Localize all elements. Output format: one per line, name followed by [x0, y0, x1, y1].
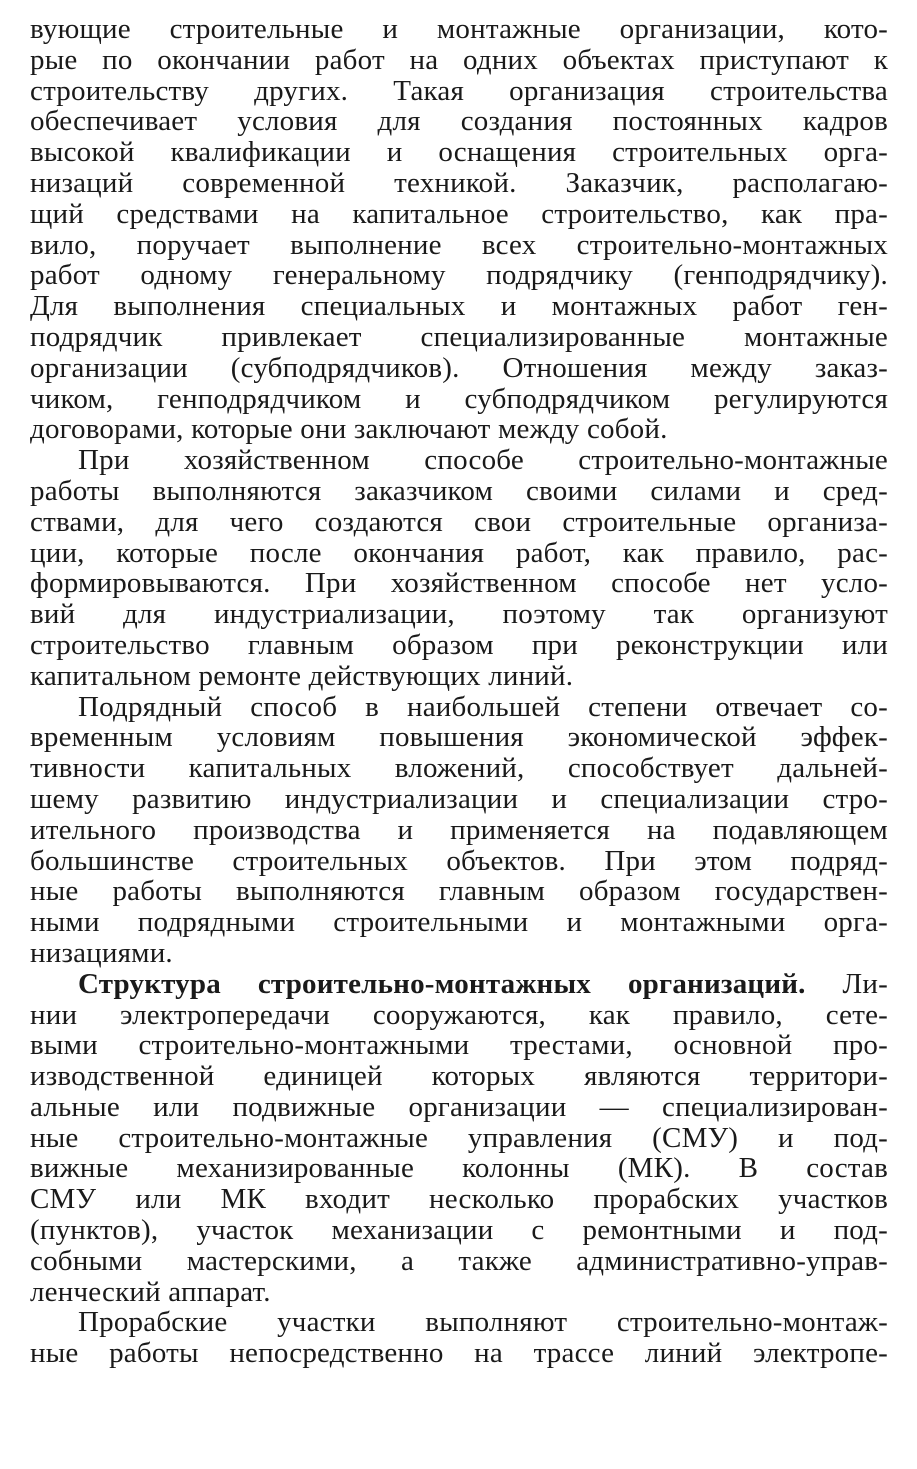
- text-line: [30, 1184, 888, 1215]
- text-line: [30, 1153, 888, 1184]
- line-text: ные работы выполняются главным образом государствен-: [30, 876, 888, 908]
- line-text: строительство главным образом при реконструкции или: [30, 629, 888, 661]
- text-line: [30, 1030, 888, 1061]
- line-text: ции, которые после окончания работ, как правило, рас-: [30, 537, 888, 569]
- text-line: [30, 815, 888, 846]
- paragraph-p2: [30, 445, 888, 691]
- line-text: ствами, для чего создаются свои строительные организа-: [30, 506, 888, 538]
- line-text: ными подрядными строительными и монтажными орга-: [30, 907, 888, 938]
- text-line: [30, 106, 888, 137]
- text-line: [30, 384, 888, 415]
- text-line: [30, 568, 888, 599]
- line-text: изводственной единицей которых являются территори-: [30, 1061, 888, 1092]
- text-line: [30, 876, 888, 907]
- line-text: рые по окончании работ на одних объектах приступают к: [30, 44, 888, 76]
- text-line: [30, 76, 888, 107]
- text-line: [30, 938, 888, 969]
- text-line: [30, 1307, 888, 1338]
- text-line: [30, 260, 888, 291]
- text-line: [30, 1215, 888, 1246]
- line-text: работы выполняются заказчиком своими силами и сред-: [30, 475, 888, 507]
- line-text: шему развитию индустриализации и специализации стро-: [30, 783, 888, 815]
- text-line: [30, 14, 888, 45]
- text-line: [30, 1061, 888, 1092]
- line-text: тивности капитальных вложений, способствует дальней-: [30, 753, 888, 784]
- line-text: подрядчик привлекает специализированные монтажные: [30, 321, 888, 353]
- text-line: [30, 1000, 888, 1031]
- line-text: Ли-: [805, 968, 888, 1000]
- line-text: ительного производства и применяется на подавляющем: [30, 814, 888, 846]
- line-text: СМУ или МК входит несколько прорабских участков: [30, 1184, 888, 1216]
- line-text: чиком, генподрядчиком и субподрядчиком регулируются: [30, 383, 888, 415]
- text-line: [30, 168, 888, 199]
- text-line: [30, 784, 888, 815]
- text-body: [30, 14, 888, 1369]
- line-text: временным условиям повышения экономической эффек-: [30, 722, 888, 754]
- text-line: [30, 692, 888, 723]
- text-line: [30, 137, 888, 168]
- line-text: капитальном ремонте действующих линий.: [30, 660, 574, 692]
- paragraph-p4: [30, 969, 888, 1308]
- line-text: нии электропередачи сооружаются, как правило, сете-: [30, 999, 888, 1031]
- line-text: выми строительно-монтажными трестами, основной про-: [30, 1030, 888, 1062]
- text-line: [30, 1123, 888, 1154]
- text-line: [30, 414, 888, 445]
- line-text: (пунктов), участок механизации с ремонтными и под-: [30, 1215, 888, 1246]
- text-line: [30, 45, 888, 76]
- text-line: [30, 476, 888, 507]
- line-text: обеспечивает условия для создания постоянных кадров: [30, 106, 888, 138]
- text-line: [30, 599, 888, 630]
- line-text: ные строительно-монтажные управления (СМУ) и под-: [30, 1122, 888, 1154]
- text-line: [30, 1277, 888, 1308]
- text-line: [30, 1246, 888, 1277]
- line-text: При хозяйственном способе строительно-монтажные: [78, 445, 888, 476]
- line-text: вующие строительные и монтажные организации, кото-: [30, 14, 888, 45]
- line-text: строительству других. Такая организация строительства: [30, 75, 888, 107]
- text-line: [30, 907, 888, 938]
- text-line: [30, 722, 888, 753]
- line-text: Подрядный способ в наибольшей степени отвечает со-: [78, 691, 888, 723]
- text-line: [30, 630, 888, 661]
- paragraph-p1: [30, 14, 888, 445]
- text-line: [30, 445, 888, 476]
- text-line: [30, 753, 888, 784]
- text-line: [30, 538, 888, 569]
- text-line: [30, 291, 888, 322]
- text-line: [30, 1338, 888, 1369]
- text-line: [30, 969, 888, 1000]
- line-text: высокой квалификации и оснащения строительных орга-: [30, 137, 888, 168]
- paragraph-p5: [30, 1307, 888, 1369]
- line-text: щий средствами на капитальное строительство, как пра-: [30, 198, 888, 230]
- line-text: альные или подвижные организации — специализирован-: [30, 1091, 888, 1123]
- line-text: большинстве строительных объектов. При этом подряд-: [30, 845, 888, 877]
- line-text: работ одному генеральному подрядчику (генподрядчику).: [30, 260, 888, 292]
- line-text: организации (субподрядчиков). Отношения между заказ-: [30, 352, 888, 384]
- line-text: вило, поручает выполнение всех строительно-монтажных: [30, 229, 888, 261]
- text-line: [30, 1092, 888, 1123]
- line-text: вий для индустриализации, поэтому так организуют: [30, 599, 888, 630]
- line-text: формировываются. При хозяйственном способе нет усло-: [30, 568, 888, 600]
- line-text: Прорабские участки выполняют строительно-монтаж-: [78, 1307, 888, 1339]
- line-text: Для выполнения специальных и монтажных работ ген-: [30, 291, 888, 322]
- document-page: [30, 14, 888, 1369]
- line-text: низаций современной техникой. Заказчик, располагаю-: [30, 167, 888, 199]
- line-text: ные работы непосредственно на трассе линий электропе-: [30, 1338, 888, 1370]
- text-line: [30, 230, 888, 261]
- text-line: [30, 507, 888, 538]
- text-line: [30, 199, 888, 230]
- paragraph-p3: [30, 692, 888, 969]
- text-line: [30, 661, 888, 692]
- line-text: собными мастерскими, а также административно-управ-: [30, 1245, 888, 1277]
- line-text: договорами, которые они заключают между собой.: [30, 414, 668, 446]
- line-text: низациями.: [30, 937, 173, 969]
- section-lead-heading: Структура строительно-монтажных организаций.: [78, 968, 806, 1000]
- text-line: [30, 846, 888, 877]
- line-text: вижные механизированные колонны (МК). В состав: [30, 1153, 888, 1185]
- line-text: ленческий аппарат.: [30, 1276, 271, 1308]
- text-line: [30, 353, 888, 384]
- text-line: [30, 322, 888, 353]
